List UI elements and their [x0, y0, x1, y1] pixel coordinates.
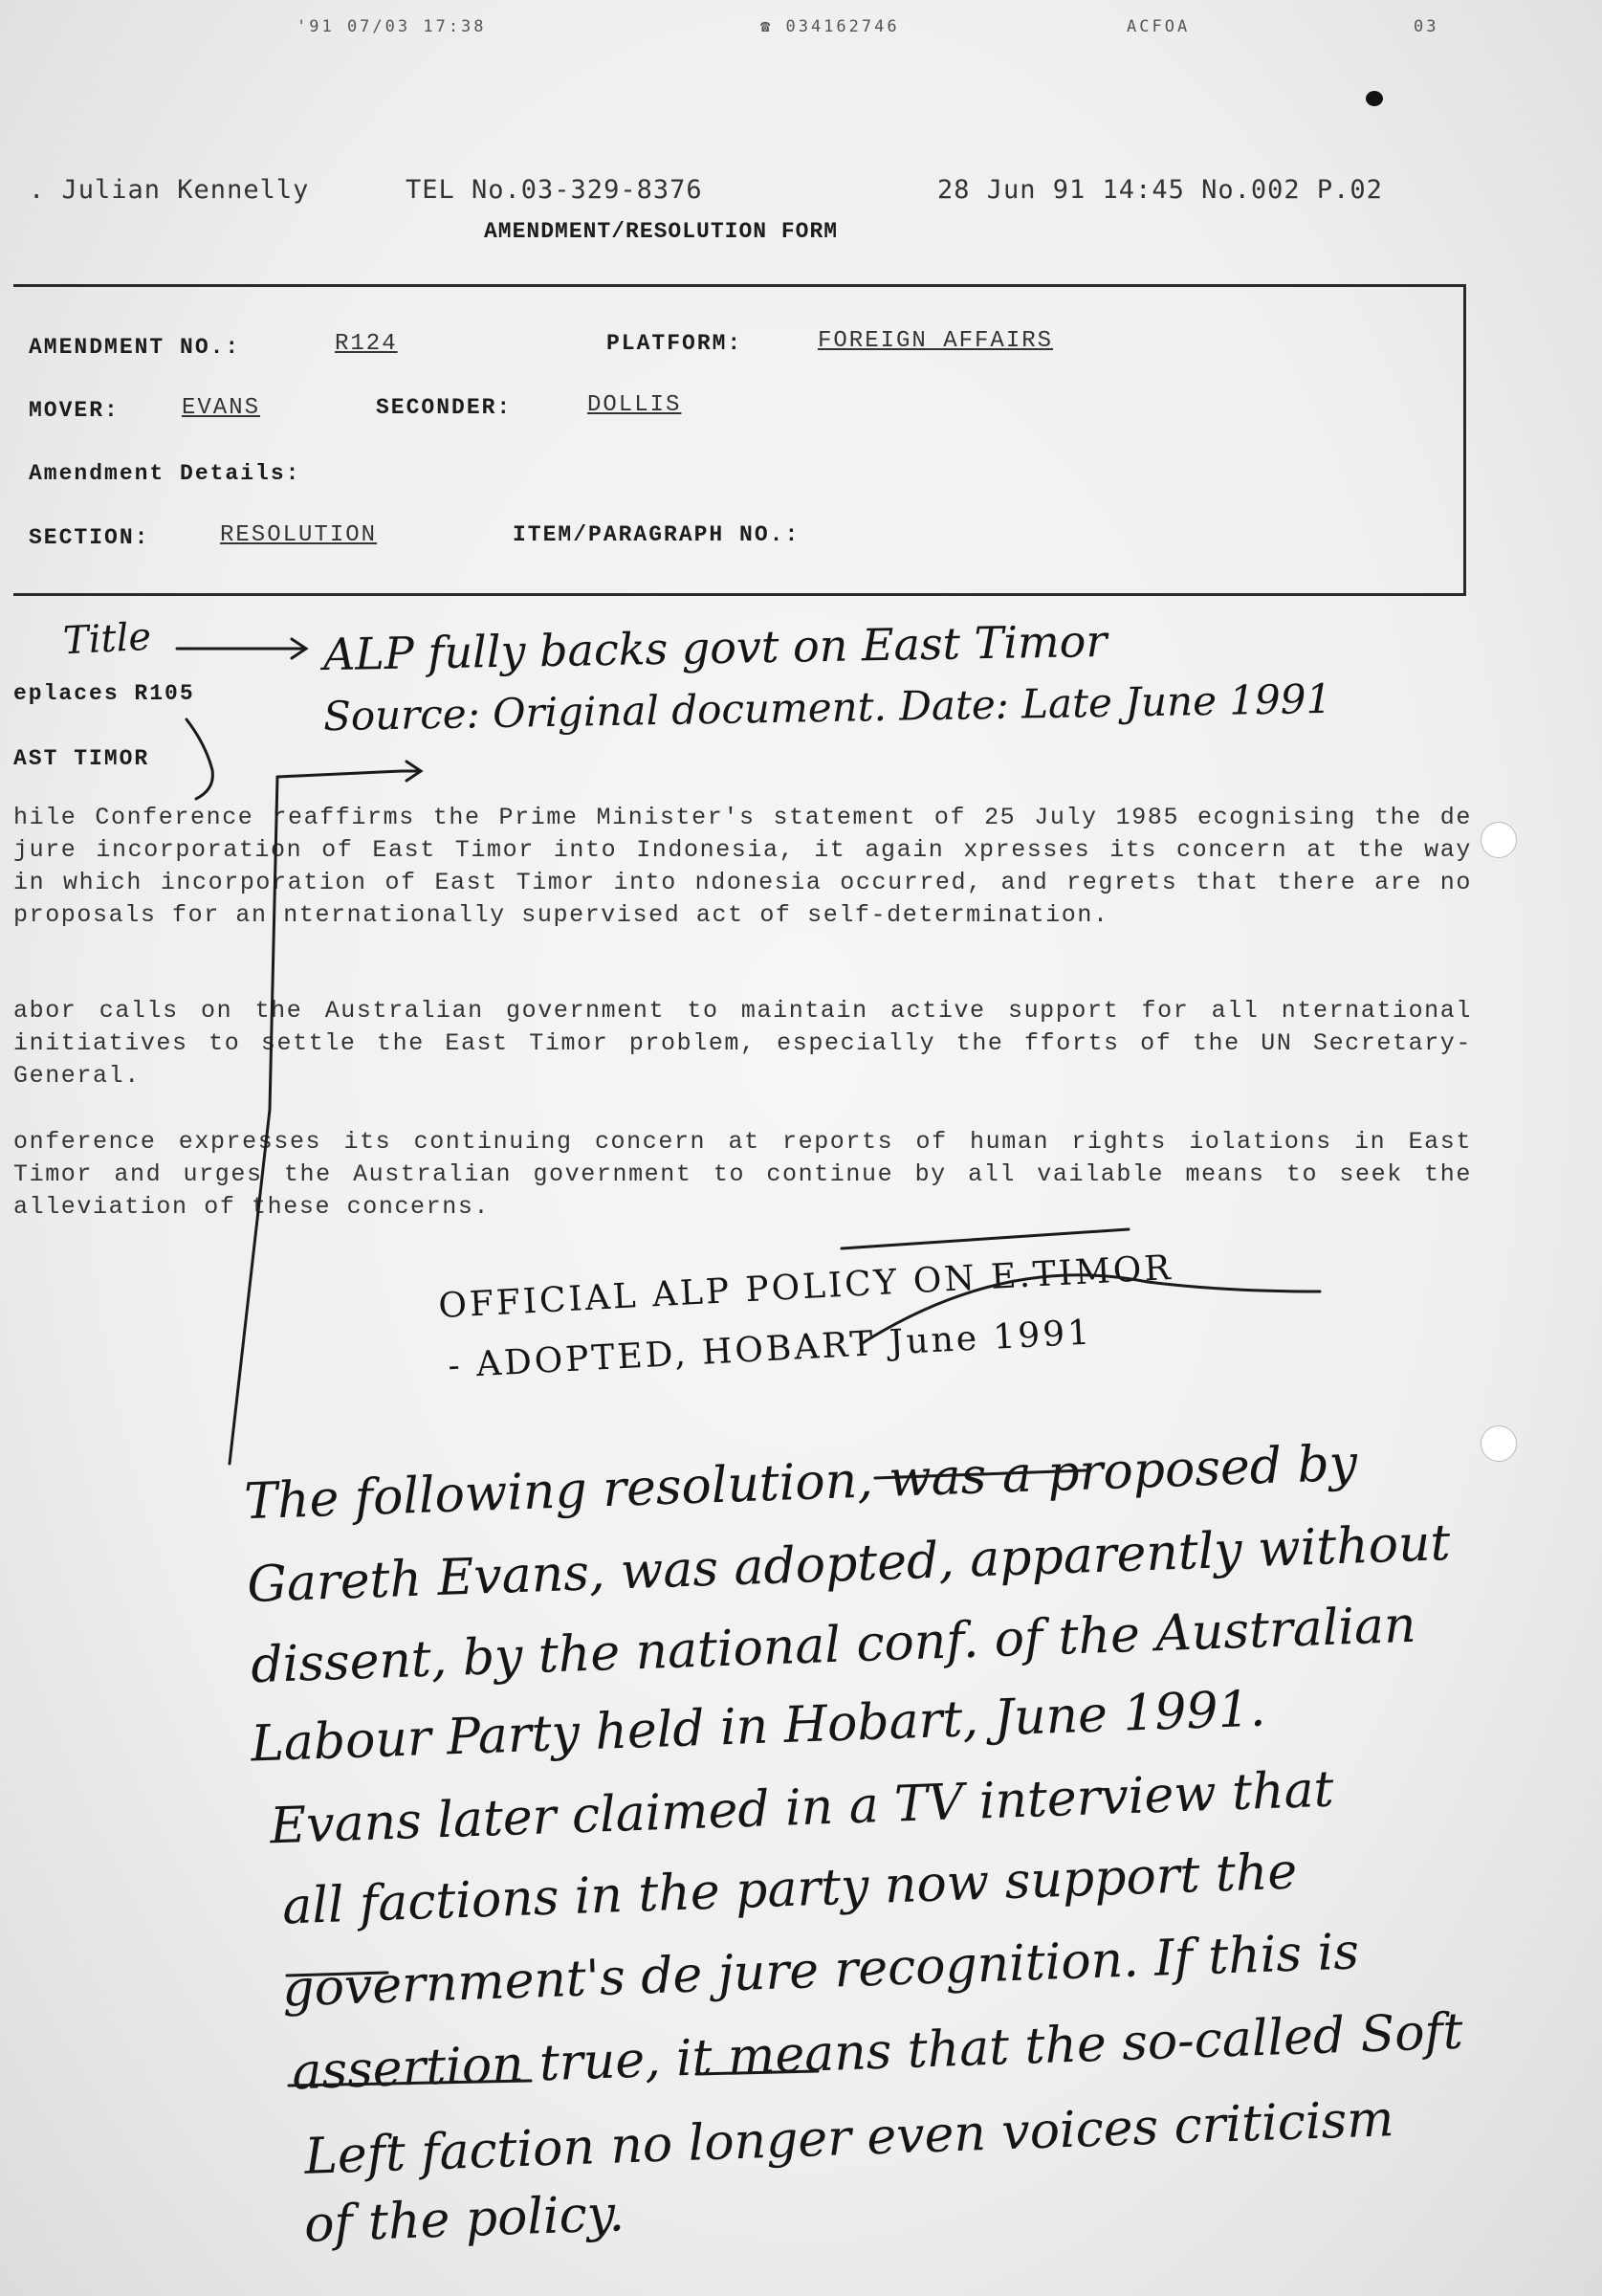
subject-line: AST TIMOR [13, 746, 150, 771]
item-paragraph-label: ITEM/PARAGRAPH NO.: [513, 522, 801, 547]
amendment-no-value: R124 [335, 331, 398, 357]
resolution-paragraph-2: abor calls on the Australian government to maintain active support for all nternational initiatives to settle the East Timor problem, especially the fforts of the UN Secretary-General. [13, 997, 1472, 1090]
fax-stamp: 28 Jun 91 14:45 No.002 P.02 [937, 175, 1383, 205]
form-title: AMENDMENT/RESOLUTION FORM [484, 219, 839, 244]
mover-value: EVANS [182, 395, 261, 421]
section-label: SECTION: [29, 525, 150, 550]
fax-datetime: '91 07/03 17:38 [296, 17, 487, 36]
fax-page: 03 [1414, 17, 1439, 36]
handwritten-note-line: assertion true, it means that the so-called Soft [291, 2002, 1464, 2102]
details-label: Amendment Details: [29, 461, 301, 486]
fax-dept: ACFOA [1127, 17, 1191, 36]
handwritten-title-tag: Title [61, 614, 153, 664]
handwritten-note-line: dissent, by the national conf. of the Australian [250, 1596, 1417, 1695]
mover-label: MOVER: [29, 398, 120, 423]
fax-tel: TEL No.03-329-8376 [406, 175, 703, 205]
handwritten-title: ALP fully backs govt on East Timor [322, 614, 1108, 681]
handwritten-official-1: OFFICIAL ALP POLICY ON E.TIMOR [437, 1247, 1174, 1327]
seconder-value: DOLLIS [587, 392, 682, 418]
handwritten-note-line: government's de jure recognition. If this is [281, 1923, 1360, 2019]
resolution-paragraph-1: hile Conference reaffirms the Prime Minister's statement of 25 July 1985 ecognising the de jure incorporation of East Timor into Indonesia, it again xpresses its concern at the way in which incorporation of East Timor into ndonesia occurred, and regrets that there are no proposals for an nternationally supervised act of self-determination. [13, 804, 1472, 929]
handwritten-note-line: Evans later claimed in a TV interview that [269, 1760, 1335, 1856]
platform-value: FOREIGN AFFAIRS [818, 328, 1054, 354]
handwritten-source: Source: Original document. Date: Late June 1991 [322, 674, 1332, 740]
platform-label: PLATFORM: [606, 331, 743, 356]
fax-number: ☎ 034162746 [760, 17, 900, 36]
handwritten-note-line: The following resolution, was a proposed by [243, 1434, 1359, 1532]
section-value: RESOLUTION [220, 522, 378, 548]
handwritten-official-2: - ADOPTED, HOBART June 1991 [447, 1313, 1094, 1386]
replaces-line: eplaces R105 [13, 681, 195, 706]
handwritten-note-line: of the policy. [303, 2185, 625, 2254]
resolution-paragraph-3: onference expresses its continuing concern at reports of human rights iolations in East Timor and urges the Australian government to continue by all vailable means to seek the alleviation of these concerns. [13, 1128, 1472, 1221]
handwritten-note-line: all factions in the party now support the [281, 1843, 1299, 1936]
handwritten-note-line: Left faction no longer even voices criticism [303, 2090, 1395, 2186]
amendment-no-label: AMENDMENT NO.: [29, 335, 241, 360]
seconder-label: SECONDER: [376, 395, 513, 420]
handwritten-note-line: Gareth Evans, was adopted, apparently without [246, 1514, 1452, 1614]
handwritten-note-line: Labour Party held in Hobart, June 1991. [250, 1680, 1267, 1774]
fax-sender: . Julian Kennelly [29, 175, 310, 205]
